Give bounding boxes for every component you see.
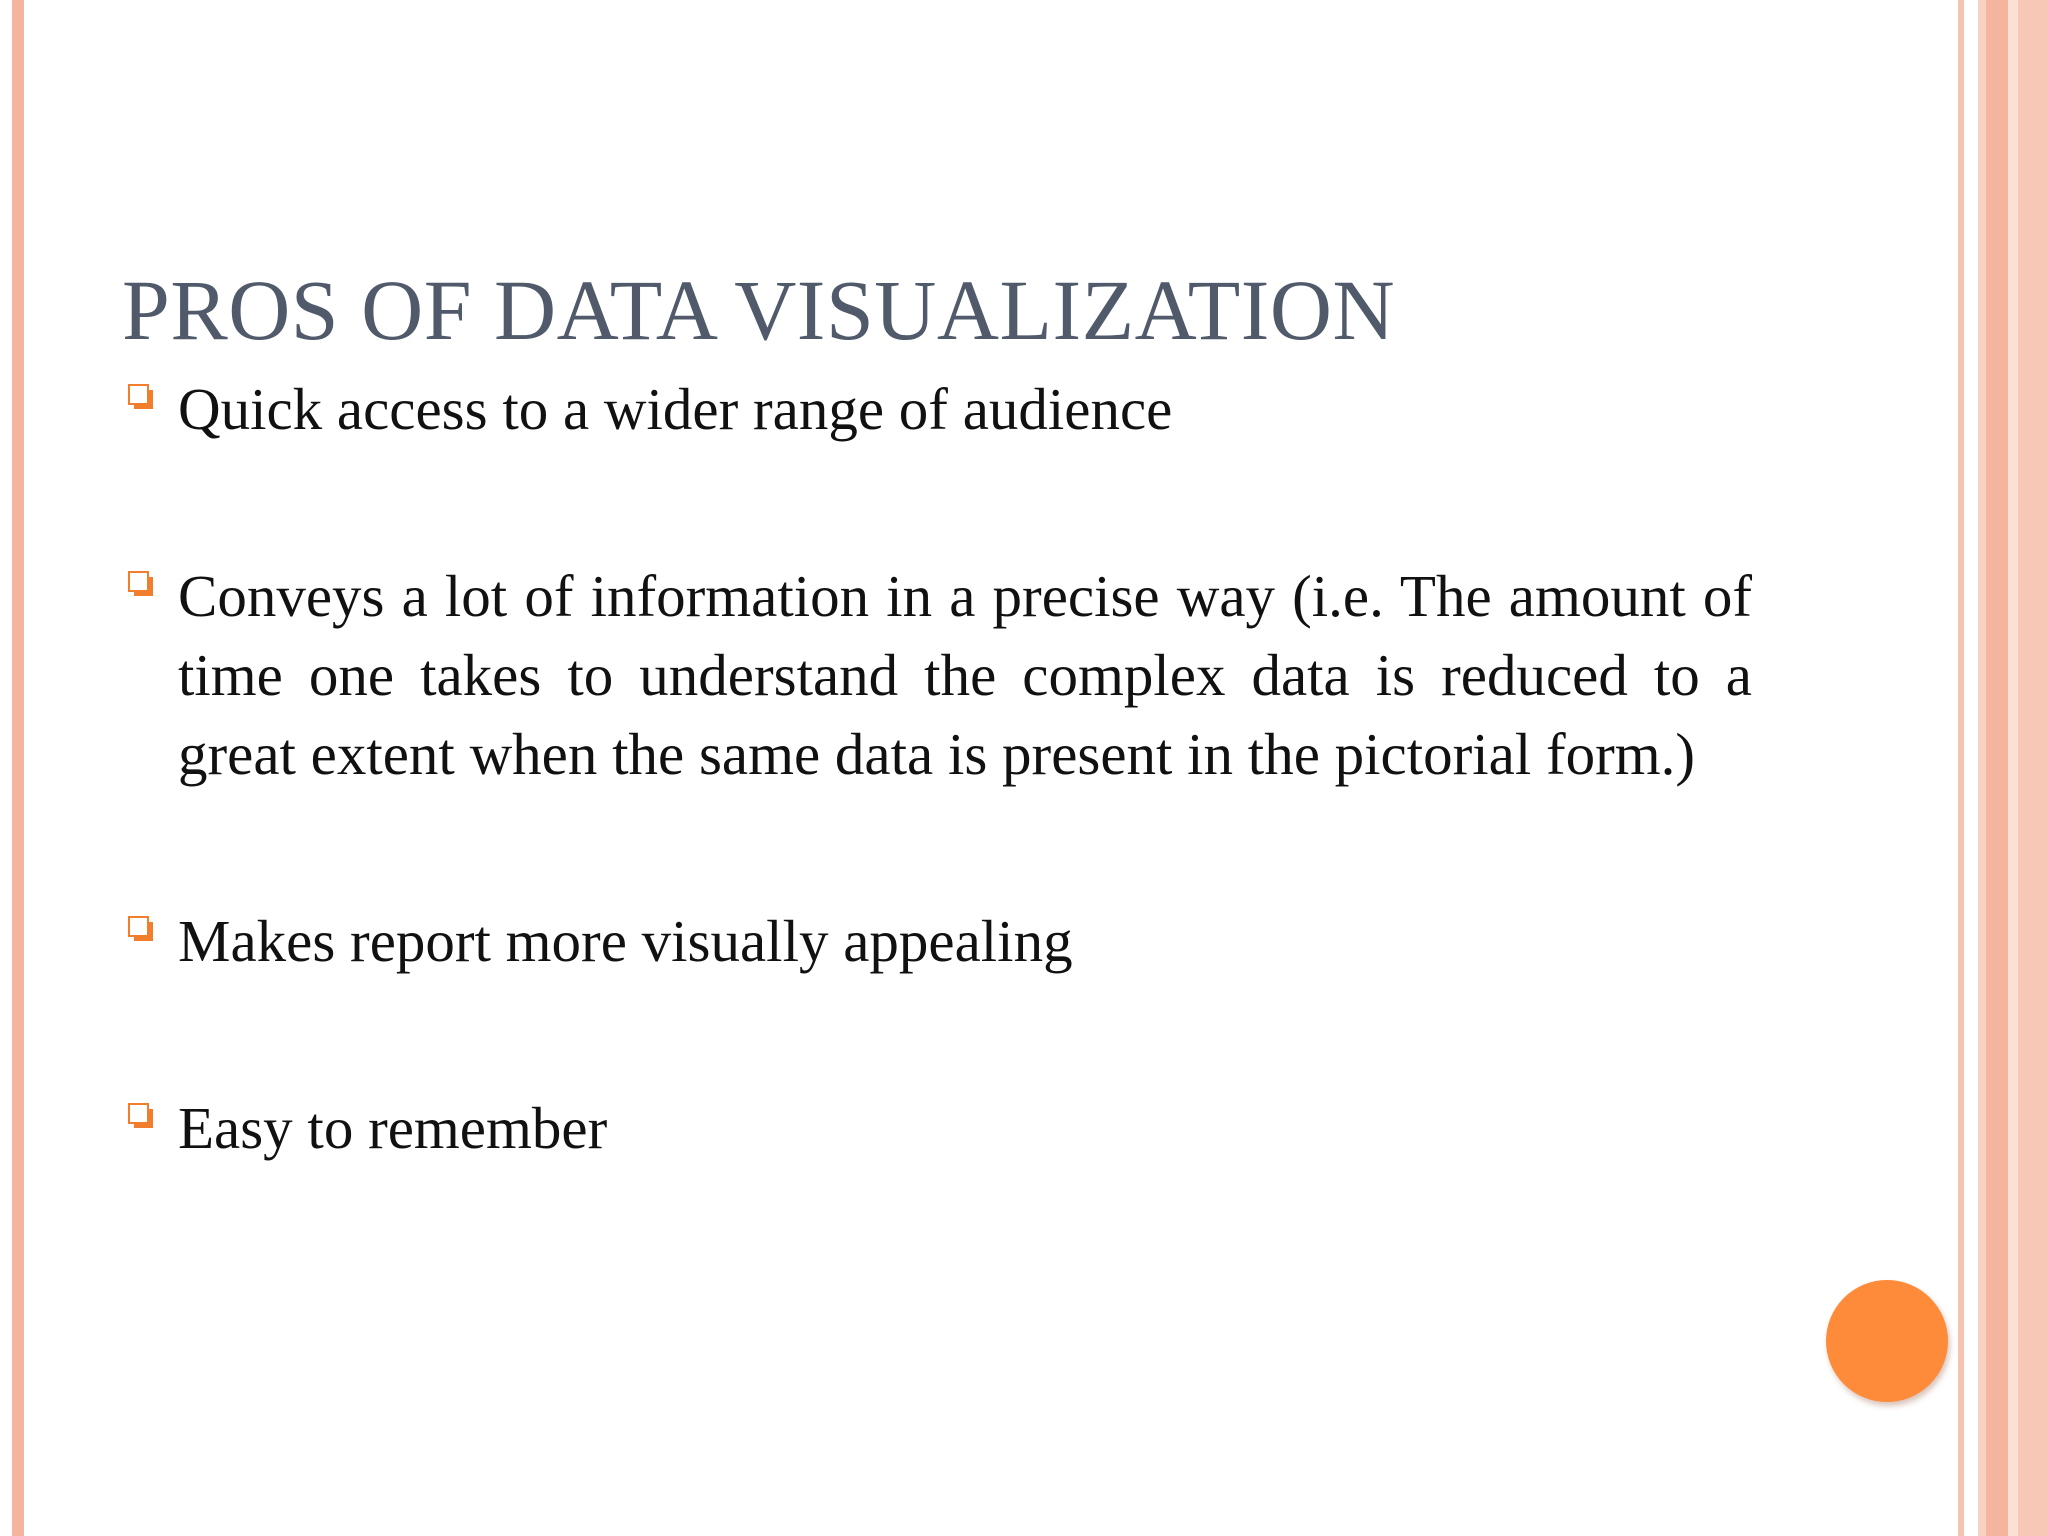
bullet-list [122, 370, 1752, 1168]
slide-title: PROS OF DATA VISUALIZATION [122, 261, 1396, 358]
left-decorative-stripe [12, 0, 24, 1536]
bullet-text: Makes report more visually appealing [178, 908, 1073, 974]
right-decorative-stripes [1958, 0, 2048, 1536]
bullet-item [122, 1089, 1752, 1168]
hollow-square-bullet-icon [122, 902, 178, 962]
bullet-item [122, 557, 1752, 794]
bullet-text: Quick access to a wider range of audience [178, 376, 1173, 442]
orange-circle-decoration [1826, 1280, 1948, 1402]
bullet-text: Conveys a lot of information in a precise way (i.e. The amount of time one takes to understand the complex data is reduced to a great extent when the same data is present in the pictorial form.) [178, 563, 1752, 787]
hollow-square-bullet-icon [122, 1089, 178, 1149]
bullet-item [122, 902, 1752, 981]
hollow-square-bullet-icon [122, 370, 178, 430]
bullet-text: Easy to remember [178, 1095, 608, 1161]
bullet-item [122, 370, 1752, 449]
hollow-square-bullet-icon [122, 557, 178, 617]
